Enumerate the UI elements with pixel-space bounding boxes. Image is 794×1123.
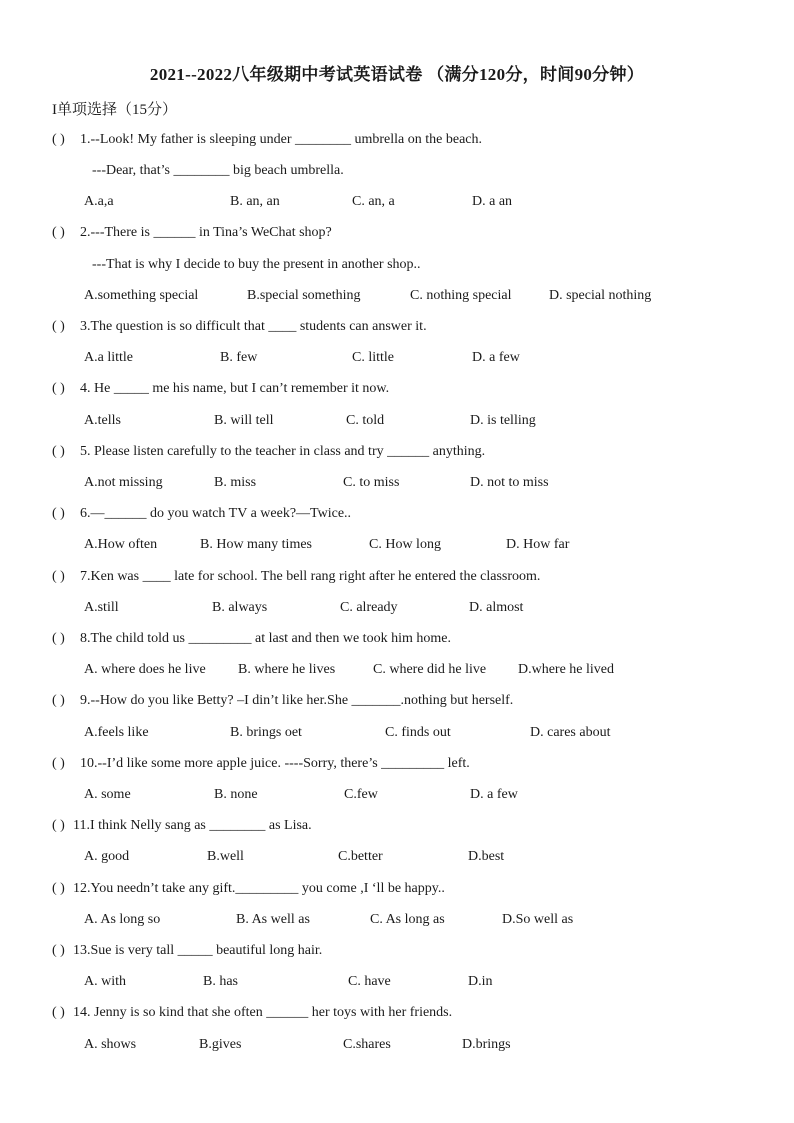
question-stem: 11.I think Nelly sang as ________ as Lisa. [73, 818, 312, 833]
option-a: A. As long so [84, 912, 161, 927]
answer-blank: ( ) [52, 506, 65, 521]
option-b: B. an, an [230, 194, 280, 209]
option-d: D. cares about [530, 725, 611, 740]
option-c: C. where did he live [373, 662, 487, 677]
option-a: A.not missing [84, 475, 163, 490]
question-stem: 12.You needn’t take any gift._________ you come ,I ‘ll be happy.. [73, 881, 445, 896]
option-b: B. As well as [236, 912, 310, 927]
answer-blank: ( ) [52, 1005, 65, 1020]
option-a: A. some [84, 787, 131, 802]
question-stem: 3.The question is so difficult that ____ students can answer it. [80, 319, 427, 334]
answer-blank: ( ) [52, 225, 65, 240]
option-c: C. already [340, 600, 398, 615]
option-b: B. always [212, 600, 268, 615]
option-a: A. where does he live [84, 662, 206, 677]
option-c: C. have [348, 974, 391, 989]
option-c: C. to miss [343, 475, 400, 490]
option-d: D.best [468, 849, 505, 864]
option-a: A.a little [84, 350, 133, 365]
question-stem: 13.Sue is very tall _____ beautiful long hair. [73, 943, 323, 958]
option-d: D. almost [469, 600, 524, 615]
option-a: A. with [84, 974, 126, 989]
question-stem: 6.—______ do you watch TV a week?—Twice.. [80, 506, 352, 521]
option-d: D. special nothing [549, 288, 652, 303]
answer-blank: ( ) [52, 818, 65, 833]
exam-title: 2021--2022八年级期中考试英语试卷 （满分120分，时间90分钟） [149, 65, 645, 84]
question-stem: 14. Jenny is so kind that she often ______ her toys with her friends. [73, 1005, 453, 1020]
option-d: D. is telling [470, 413, 536, 428]
section-title: I单项选择（15分） [52, 102, 177, 118]
option-c: C. told [346, 413, 385, 428]
option-c: C. As long as [370, 912, 445, 927]
answer-blank: ( ) [52, 381, 65, 396]
option-b: B. has [203, 974, 238, 989]
option-d: D. a few [470, 787, 518, 802]
option-a: A.How often [84, 537, 158, 552]
option-d: D. a an [472, 194, 513, 209]
answer-blank: ( ) [52, 631, 65, 646]
option-d: D.in [468, 974, 493, 989]
answer-blank: ( ) [52, 693, 65, 708]
option-b: B.special something [247, 288, 361, 303]
option-a: A. good [84, 849, 130, 864]
answer-blank: ( ) [52, 319, 65, 334]
option-b: B. will tell [214, 413, 274, 428]
answer-blank: ( ) [52, 881, 65, 896]
option-b: B. brings oet [230, 725, 302, 740]
option-a: A.still [84, 600, 119, 615]
option-c: C. an, a [352, 194, 395, 209]
question-followup: ---That is why I decide to buy the present in another shop.. [92, 257, 421, 272]
question-stem: 5. Please listen carefully to the teacher in class and try ______ anything. [80, 444, 486, 459]
question-stem: 8.The child told us _________ at last and then we took him home. [80, 631, 451, 646]
option-b: B. few [220, 350, 258, 365]
option-a: A. shows [84, 1037, 137, 1052]
answer-blank: ( ) [52, 444, 65, 459]
option-b: B. none [214, 787, 258, 802]
option-d: D. not to miss [470, 475, 549, 490]
option-b: B. where he lives [238, 662, 336, 677]
question-stem: 10.--I’d like some more apple juice. ----Sorry, there’s _________ left. [80, 756, 470, 771]
option-c: C.better [338, 849, 383, 864]
option-b: B. miss [214, 475, 257, 490]
option-d: D.where he lived [518, 662, 615, 677]
answer-blank: ( ) [52, 943, 65, 958]
question-stem: 2.---There is ______ in Tina’s WeChat shop? [80, 225, 332, 240]
option-c: C. How long [369, 537, 441, 552]
option-a: A.tells [84, 413, 121, 428]
option-b: B.well [207, 849, 244, 864]
question-stem: 1.--Look! My father is sleeping under ________ umbrella on the beach. [80, 132, 483, 147]
answer-blank: ( ) [52, 132, 65, 147]
option-b: B.gives [199, 1037, 242, 1052]
option-a: A.something special [84, 288, 199, 303]
option-c: C.shares [343, 1037, 391, 1052]
option-d: D. How far [506, 537, 570, 552]
option-c: C. finds out [385, 725, 451, 740]
option-d: D.brings [462, 1037, 511, 1052]
question-followup: ---Dear, that’s ________ big beach umbrella. [92, 163, 344, 178]
option-a: A.feels like [84, 725, 149, 740]
option-d: D.So well as [502, 912, 574, 927]
answer-blank: ( ) [52, 569, 65, 584]
answer-blank: ( ) [52, 756, 65, 771]
option-b: B. How many times [200, 537, 312, 552]
option-a: A.a,a [84, 194, 114, 209]
option-d: D. a few [472, 350, 520, 365]
question-stem: 9.--How do you like Betty? –I din’t like her.She _______.nothing but herself. [80, 693, 514, 708]
question-stem: 4. He _____ me his name, but I can’t remember it now. [80, 381, 390, 396]
option-c: C.few [344, 787, 378, 802]
option-c: C. little [352, 350, 394, 365]
question-stem: 7.Ken was ____ late for school. The bell rang right after he entered the classroom. [80, 569, 541, 584]
option-c: C. nothing special [410, 288, 512, 303]
